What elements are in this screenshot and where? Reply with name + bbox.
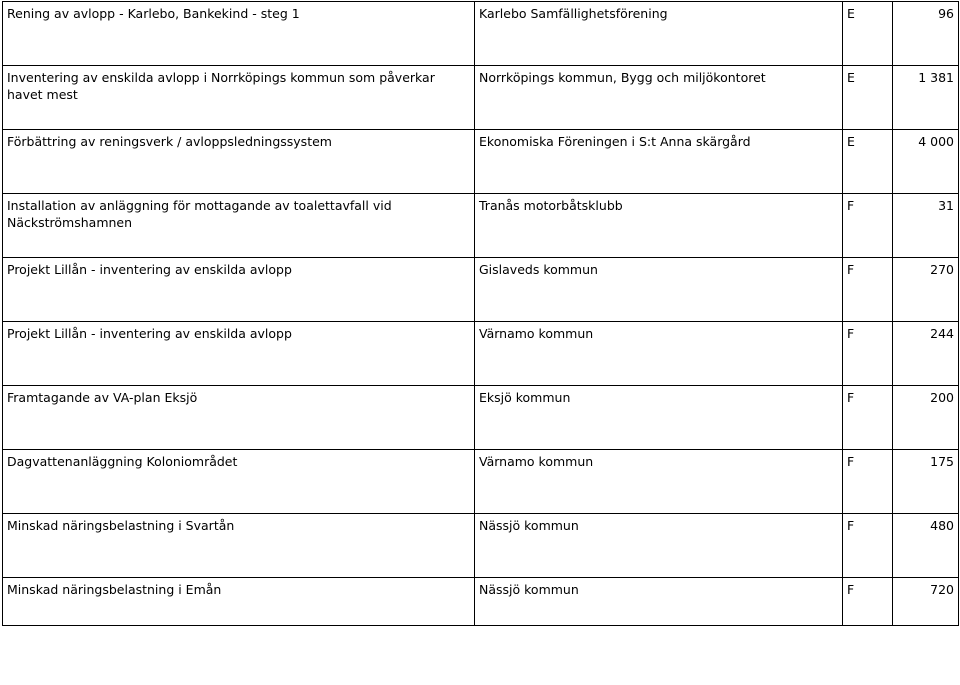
applicant-cell: [475, 258, 843, 322]
applicant-cell: [475, 66, 843, 130]
table-row: [3, 194, 959, 258]
amount-value: 200: [930, 390, 954, 405]
category-code: F: [847, 454, 855, 469]
project-name: Projekt Lillån - inventering av enskilda avlopp: [7, 262, 292, 277]
project-name: Projekt Lillån - inventering av enskilda avlopp: [7, 326, 292, 341]
amount-value: 244: [930, 326, 954, 341]
applicant-name: Gislaveds kommun: [479, 262, 598, 277]
code-cell: [843, 66, 893, 130]
amount-cell: [893, 2, 959, 66]
code-cell: [843, 578, 893, 626]
applicant-cell: [475, 130, 843, 194]
applicant-name: Norrköpings kommun, Bygg och miljökontoret: [479, 70, 766, 85]
amount-cell: [893, 258, 959, 322]
project-cell: [3, 258, 475, 322]
code-cell: [843, 386, 893, 450]
project-cell: [3, 130, 475, 194]
category-code: F: [847, 582, 855, 597]
applicant-cell: [475, 578, 843, 626]
code-cell: [843, 514, 893, 578]
amount-cell: [893, 322, 959, 386]
amount-value: 720: [930, 582, 954, 597]
amount-cell: [893, 514, 959, 578]
amount-value: 31: [938, 198, 954, 213]
amount-value: 175: [930, 454, 954, 469]
code-cell: [843, 450, 893, 514]
project-name: Minskad näringsbelastning i Emån: [7, 582, 222, 597]
table-row: [3, 578, 959, 626]
table-row: [3, 386, 959, 450]
code-cell: [843, 194, 893, 258]
amount-value: 4 000: [918, 134, 954, 149]
applicant-name: Karlebo Samfällighetsförening: [479, 6, 668, 21]
category-code: E: [847, 70, 855, 85]
table-row: [3, 450, 959, 514]
project-cell: [3, 514, 475, 578]
applicant-cell: [475, 194, 843, 258]
amount-cell: [893, 386, 959, 450]
amount-value: 96: [938, 6, 954, 21]
category-code: F: [847, 518, 855, 533]
table-row: [3, 66, 959, 130]
amount-cell: [893, 578, 959, 626]
amount-value: 1 381: [918, 70, 954, 85]
project-name: Dagvattenanläggning Koloniområdet: [7, 454, 238, 469]
code-cell: [843, 2, 893, 66]
code-cell: [843, 130, 893, 194]
applicant-cell: [475, 514, 843, 578]
category-code: F: [847, 390, 855, 405]
category-code: F: [847, 198, 855, 213]
applicant-name: Tranås motorbåtsklubb: [479, 198, 623, 213]
project-cell: [3, 450, 475, 514]
project-cell: [3, 194, 475, 258]
applicant-cell: [475, 386, 843, 450]
table-row: [3, 2, 959, 66]
applicant-name: Ekonomiska Föreningen i S:t Anna skärgård: [479, 134, 751, 149]
project-name: Förbättring av reningsverk / avloppsledningssystem: [7, 134, 332, 149]
table-row: [3, 258, 959, 322]
applicant-name: Eksjö kommun: [479, 390, 571, 405]
project-name: Minskad näringsbelastning i Svartån: [7, 518, 235, 533]
amount-cell: [893, 66, 959, 130]
applicant-cell: [475, 450, 843, 514]
project-name: Installation av anläggning för mottagande av toalettavfall vid Näckströmshamnen: [7, 198, 392, 230]
category-code: F: [847, 262, 855, 277]
applicant-name: Nässjö kommun: [479, 518, 579, 533]
project-name: Rening av avlopp - Karlebo, Bankekind - steg 1: [7, 6, 300, 21]
amount-value: 270: [930, 262, 954, 277]
applicant-name: Nässjö kommun: [479, 582, 579, 597]
grant-table: [2, 1, 959, 626]
table-row: [3, 322, 959, 386]
project-name: Framtagande av VA-plan Eksjö: [7, 390, 198, 405]
project-cell: [3, 66, 475, 130]
amount-cell: [893, 130, 959, 194]
project-cell: [3, 2, 475, 66]
amount-value: 480: [930, 518, 954, 533]
project-cell: [3, 322, 475, 386]
amount-cell: [893, 450, 959, 514]
code-cell: [843, 258, 893, 322]
category-code: E: [847, 134, 855, 149]
code-cell: [843, 322, 893, 386]
table-row: [3, 130, 959, 194]
applicant-cell: [475, 2, 843, 66]
applicant-name: Värnamo kommun: [479, 454, 594, 469]
project-cell: [3, 386, 475, 450]
table-row: [3, 514, 959, 578]
project-name: Inventering av enskilda avlopp i Norrköpings kommun som påverkar havet mest: [7, 70, 435, 102]
category-code: E: [847, 6, 855, 21]
category-code: F: [847, 326, 855, 341]
project-cell: [3, 578, 475, 626]
applicant-name: Värnamo kommun: [479, 326, 594, 341]
applicant-cell: [475, 322, 843, 386]
amount-cell: [893, 194, 959, 258]
